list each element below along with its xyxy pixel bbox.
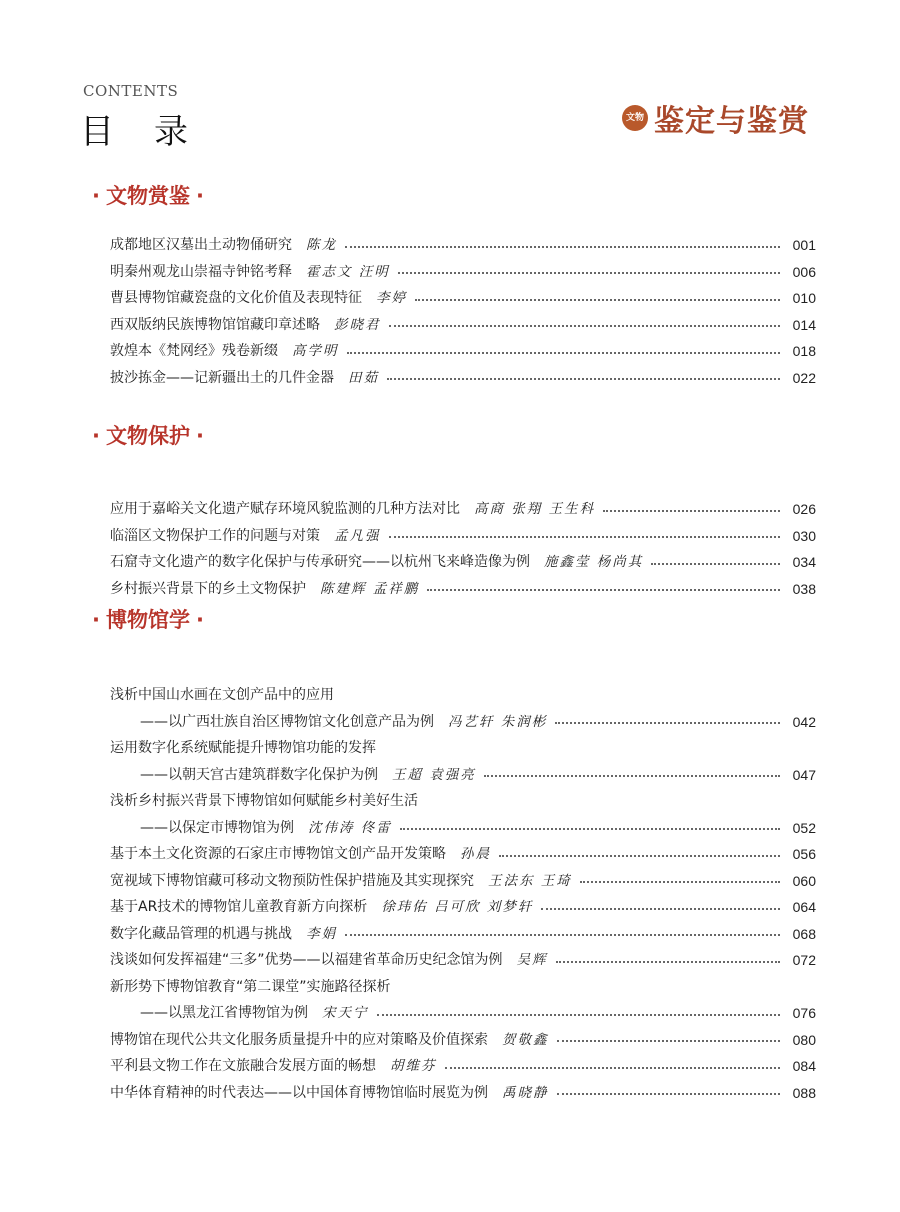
entry-page-number: 068 — [792, 925, 816, 942]
entry-title: 浅析乡村振兴背景下博物馆如何赋能乡村美好生活 — [110, 793, 418, 809]
entry-page-number: 006 — [792, 263, 816, 280]
section-heading — [86, 180, 210, 210]
dot-leader — [557, 1039, 781, 1042]
entry-author: 禹晓静 — [502, 1084, 549, 1101]
entry-page-number: 001 — [792, 237, 816, 253]
entry-title: 基于AR技术的博物馆儿童教育新方向探析 — [110, 899, 368, 915]
dot-leader — [400, 827, 780, 830]
dot-leader — [345, 245, 780, 248]
dot-leader — [651, 562, 780, 565]
entry-title: 基于本土文化资源的石家庄市博物馆文创产品开发策略 — [110, 846, 446, 862]
toc-entry[interactable] — [110, 312, 816, 334]
entry-author: 贺敬鑫 — [502, 1031, 549, 1048]
entry-page-number: 064 — [792, 899, 816, 915]
toc-entry[interactable] — [140, 1000, 816, 1022]
entry-author: 陈建辉 孟祥鹏 — [320, 580, 420, 597]
toc-entry[interactable] — [110, 338, 816, 360]
entry-author: 田茹 — [348, 369, 379, 386]
toc-entry[interactable] — [110, 576, 816, 598]
toc-entry[interactable] — [140, 815, 816, 837]
entry-page-number: 030 — [792, 527, 816, 544]
dot-leader — [499, 854, 780, 857]
toc-entry[interactable] — [110, 1027, 816, 1049]
dot-leader — [484, 774, 780, 777]
section-bullet-icon: · — [195, 184, 204, 208]
entry-page-number: 080 — [792, 1031, 816, 1048]
toc-entry[interactable] — [110, 921, 816, 943]
dot-leader — [445, 1066, 781, 1069]
dot-leader — [556, 960, 780, 963]
dot-leader — [427, 588, 780, 591]
section-bullet-icon: · — [195, 608, 204, 632]
toc-entry[interactable] — [110, 894, 816, 916]
logo-text: 鉴定与鉴赏 — [654, 104, 809, 139]
entry-author: 李婷 — [376, 290, 407, 306]
entry-title: 浅析中国山水画在文创产品中的应用 — [110, 687, 334, 703]
dot-leader — [557, 1092, 781, 1095]
toc-entry[interactable] — [110, 1080, 816, 1102]
entry-page-number: 072 — [792, 952, 816, 968]
toc-entry[interactable] — [110, 259, 816, 281]
toc-entry-title-line[interactable] — [110, 682, 816, 704]
entry-author: 宋天宁 — [322, 1005, 369, 1021]
entry-title: 平利县文物工作在文旅融合发展方面的畅想 — [110, 1058, 376, 1074]
entry-title: 成都地区汉墓出土动物俑研究 — [110, 237, 292, 253]
entry-page-number: 042 — [792, 713, 816, 730]
toc-entry[interactable] — [110, 232, 816, 254]
dot-leader — [555, 721, 780, 724]
entry-page-number: 052 — [792, 819, 816, 836]
section-title: 文物赏鉴 — [105, 184, 190, 208]
entry-author: 陈龙 — [306, 237, 337, 253]
toc-entry[interactable] — [110, 549, 816, 571]
dot-leader — [347, 351, 781, 354]
section-title: 博物馆学 — [105, 608, 190, 632]
dot-leader — [389, 535, 781, 538]
entry-author: 孙晨 — [460, 846, 491, 862]
dot-leader — [377, 1013, 781, 1016]
entry-title: 浅谈如何发挥福建“三多”优势——以福建省革命历史纪念馆为例 — [110, 952, 503, 968]
dot-leader — [580, 880, 780, 883]
entry-title: 应用于嘉峪关文化遗产赋存环境风貌监测的几种方法对比 — [110, 501, 460, 517]
entry-subtitle: ——以保定市博物馆为例 — [140, 819, 294, 836]
entry-title: 数字化藏品管理的机遇与挑战 — [110, 925, 292, 942]
entry-author: 高学明 — [292, 343, 339, 359]
toc-entry[interactable] — [110, 841, 816, 863]
logo-seal-icon: 文物 — [622, 105, 648, 131]
section-bullet-icon: · — [195, 424, 204, 448]
entry-page-number: 084 — [792, 1058, 816, 1074]
entry-title: 敦煌本《梵网经》残卷新缀 — [110, 343, 278, 359]
entry-author: 王超 袁强亮 — [392, 766, 476, 783]
entry-author: 徐玮佑 吕可欣 刘梦轩 — [381, 899, 534, 915]
entry-author: 吴辉 — [516, 952, 548, 968]
section-heading — [86, 604, 210, 634]
entry-page-number: 056 — [792, 846, 816, 862]
toc-entry[interactable] — [110, 285, 816, 307]
entry-author: 冯艺轩 朱润彬 — [448, 713, 548, 730]
entry-page-number: 088 — [792, 1084, 816, 1101]
toc-entry[interactable] — [140, 709, 816, 731]
entry-author: 施鑫莹 杨尚其 — [544, 554, 644, 570]
toc-entry-title-line[interactable] — [110, 788, 816, 810]
section-bullet-icon: · — [92, 184, 100, 208]
toc-entry[interactable] — [140, 762, 816, 784]
entry-author: 李娟 — [306, 925, 337, 942]
entry-page-number: 076 — [792, 1005, 816, 1021]
entry-title: 中华体育精神的时代表达——以中国体育博物馆临时展览为例 — [110, 1084, 488, 1101]
entry-author: 胡维芬 — [390, 1058, 437, 1074]
section-heading — [86, 420, 210, 450]
toc-entry[interactable] — [110, 947, 816, 969]
section-bullet-icon: · — [92, 608, 100, 632]
entry-subtitle: ——以朝天宫古建筑群数字化保护为例 — [140, 766, 378, 783]
entry-author: 沈伟涛 佟雷 — [308, 819, 392, 836]
magazine-logo — [622, 96, 809, 140]
entry-title: 博物馆在现代公共文化服务质量提升中的应对策略及价值探索 — [110, 1031, 488, 1048]
entry-page-number: 018 — [792, 343, 816, 359]
dot-leader — [541, 907, 780, 910]
entry-title: 西双版纳民族博物馆馆藏印章述略 — [110, 316, 320, 333]
entry-author: 霍志文 汪明 — [306, 263, 390, 280]
contents-label: CONTENTS — [83, 82, 179, 100]
entry-title: 宽视域下博物馆藏可移动文物预防性保护措施及其实现探究 — [110, 872, 474, 889]
entry-page-number: 010 — [792, 290, 816, 306]
dot-leader — [398, 271, 780, 274]
page-title: 目录 — [80, 112, 228, 152]
entry-title: 石窟寺文化遗产的数字化保护与传承研究——以杭州飞来峰造像为例 — [110, 554, 530, 570]
entry-page-number: 034 — [792, 554, 816, 570]
entry-title: 披沙拣金——记新疆出土的几件金器 — [110, 369, 334, 386]
toc-entry-title-line[interactable] — [110, 735, 816, 757]
entry-page-number: 047 — [792, 766, 816, 783]
entry-page-number: 022 — [792, 369, 816, 386]
dot-leader — [345, 933, 780, 936]
entry-author: 王法东 王琦 — [488, 872, 572, 889]
entry-page-number: 060 — [792, 872, 816, 889]
entry-author: 彭晓君 — [334, 316, 381, 333]
entry-page-number: 014 — [792, 316, 816, 333]
entry-author: 孟凡强 — [334, 527, 381, 544]
dot-leader — [415, 298, 780, 301]
toc-entry-title-line[interactable] — [110, 974, 816, 996]
toc-entry[interactable] — [110, 365, 816, 387]
toc-entry[interactable] — [110, 496, 816, 518]
toc-entry[interactable] — [110, 1053, 816, 1075]
entry-author: 高商 张翔 王生科 — [474, 501, 596, 517]
entry-page-number: 038 — [792, 580, 816, 597]
dot-leader — [603, 509, 780, 512]
section-bullet-icon: · — [92, 424, 100, 448]
entry-title: 新形势下博物馆教育“第二课堂”实施路径探析 — [110, 978, 391, 995]
toc-entry[interactable] — [110, 868, 816, 890]
entry-page-number: 026 — [792, 501, 816, 517]
section-title: 文物保护 — [105, 424, 190, 448]
dot-leader — [387, 377, 780, 380]
entry-title: 临淄区文物保护工作的问题与对策 — [110, 527, 320, 544]
entry-title: 曹县博物馆藏瓷盘的文化价值及表现特征 — [110, 290, 362, 306]
toc-entry[interactable] — [110, 523, 816, 545]
entry-subtitle: ——以黑龙江省博物馆为例 — [140, 1005, 308, 1021]
entry-title: 明秦州观龙山崇福寺钟铭考释 — [110, 263, 292, 280]
entry-title: 运用数字化系统赋能提升博物馆功能的发挥 — [110, 740, 376, 756]
dot-leader — [389, 324, 781, 327]
entry-title: 乡村振兴背景下的乡土文物保护 — [110, 580, 306, 597]
entry-subtitle: ——以广西壮族自治区博物馆文化创意产品为例 — [140, 713, 434, 730]
